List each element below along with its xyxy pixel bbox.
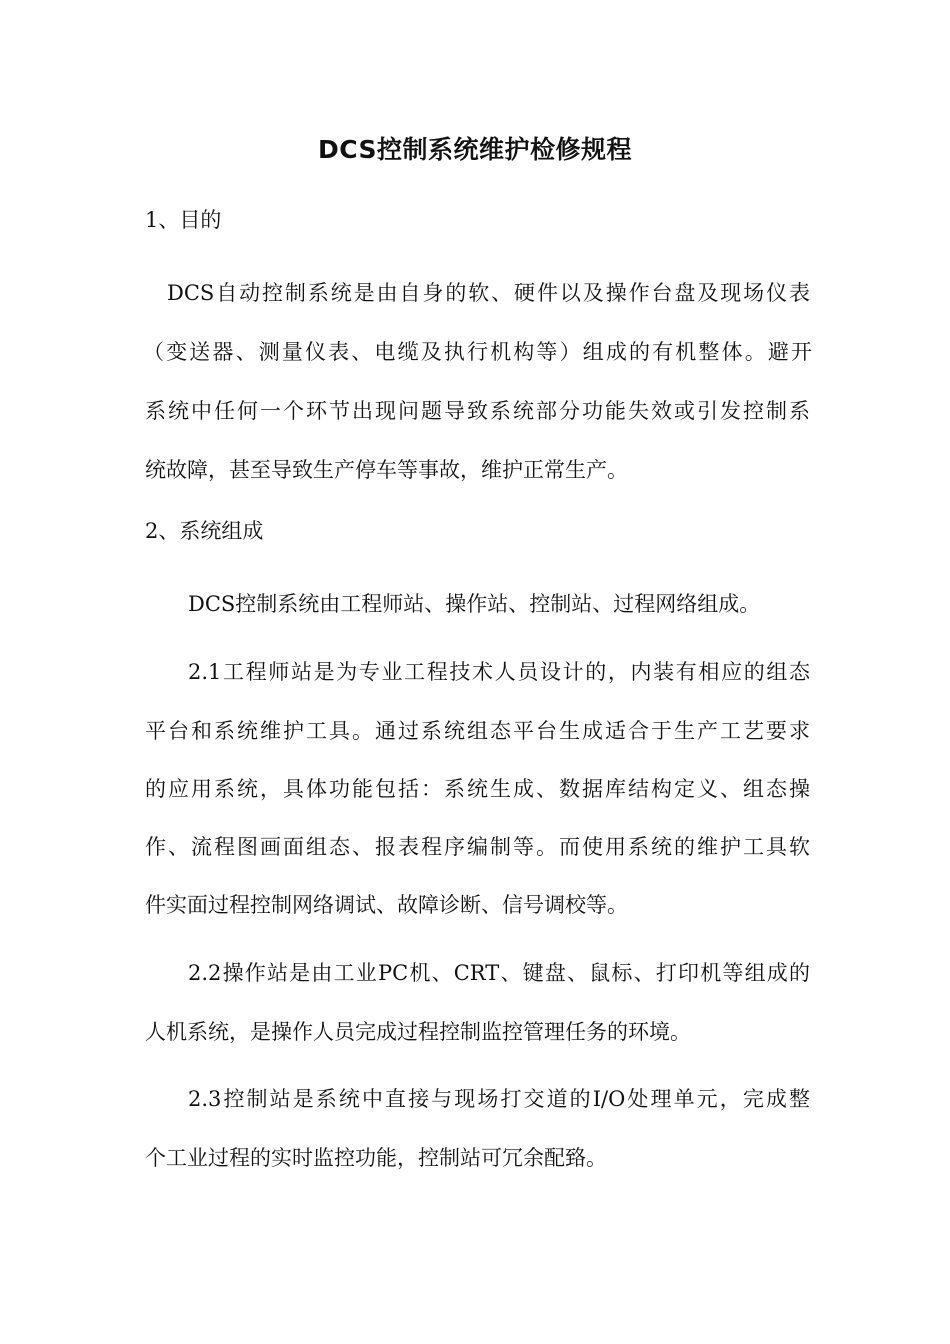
paragraph-line: 系统中任何一个环节出现问题导致系统部分功能失效或引发控制系	[145, 399, 810, 423]
paragraph-line: 2.2操作站是由工业PC机、CRT、键盘、鼠标、打印机等组成的	[188, 961, 810, 985]
document-title: DCS控制系统维护检修规程	[317, 135, 633, 164]
paragraph-line: 2.3控制站是系统中直接与现场打交道的I/O处理单元，完成整	[188, 1087, 810, 1111]
paragraph-line: 个工业过程的实时监控功能，控制站可冗余配臵。	[145, 1146, 607, 1170]
paragraph-line: DCS自动控制系统是由自身的软、硬件以及操作台盘及现场仪表	[167, 281, 810, 305]
paragraph-line: 的应用系统，具体功能包括：系统生成、数据库结构定义、组态操	[145, 777, 810, 801]
paragraph-line: 平台和系统维护工具。通过系统组态平台生成适合于生产工艺要求	[145, 719, 810, 743]
paragraph-line: 2.1工程师站是为专业工程技术人员设计的，内装有相应的组态	[188, 660, 810, 684]
paragraph-line: 统故障，甚至导致生产停车等事故，维护正常生产。	[145, 458, 628, 482]
paragraph-line: 人机系统，是操作人员完成过程控制监控管理任务的环境。	[145, 1020, 691, 1044]
paragraph-line: 件实面过程控制网络调试、故障诊断、信号调校等。	[145, 893, 628, 917]
paragraph-line: DCS控制系统由工程师站、操作站、控制站、过程网络组成。	[188, 592, 761, 616]
paragraph-line: （变送器、测量仪表、电缆及执行机构等）组成的有机整体。避开	[143, 340, 812, 364]
section-heading-purpose: 1、目的	[145, 208, 222, 232]
paragraph-line: 作、流程图画面组态、报表程序编制等。而使用系统的维护工具软	[145, 835, 810, 859]
section-heading-composition: 2、系统组成	[145, 519, 264, 543]
